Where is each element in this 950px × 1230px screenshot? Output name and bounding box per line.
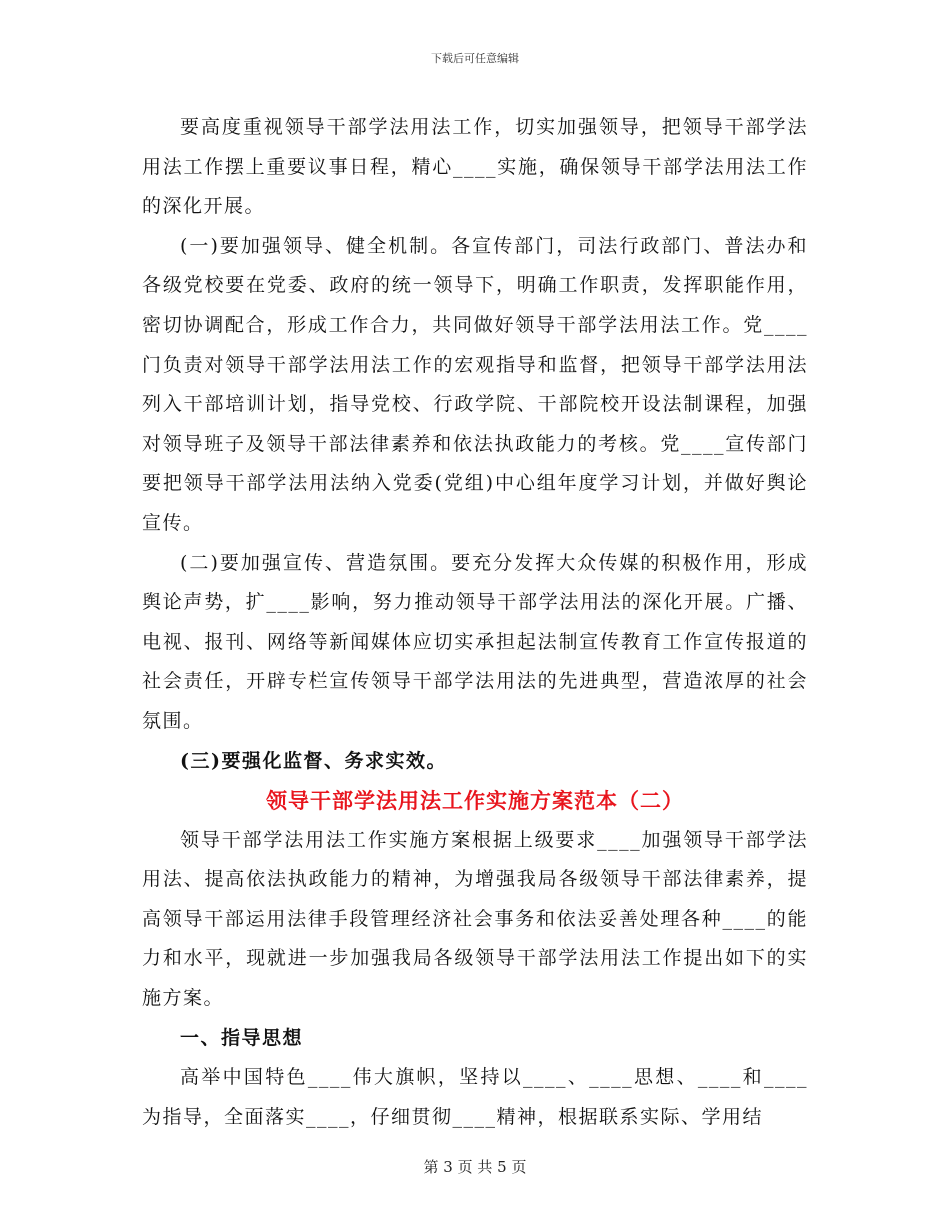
page-header: 下载后可任意编辑 xyxy=(431,52,519,65)
paragraph-leadership-importance: 要高度重视领导干部学法用法工作，切实加强领导，把领导干部学法用法工作摆上重要议事日程，精心____实施，确保领导干部学法用法工作的深化开展。 xyxy=(142,116,808,218)
section-title: 领导干部学法用法工作实施方案范本（二） xyxy=(266,788,684,814)
paragraph-publicity: (二)要加强宣传、营造氛围。要充分发挥大众传媒的积极作用，形成舆论声势，扩____影响，努力推动领导干部学法用法的深化开展。广播、电视、报刊、网络等新闻媒体应切实承担起法制宣传教育工作宣传报道的社会责任，开辟专栏宣传领导干部学法用法的先进典型，营造浓厚的社会氛围。 xyxy=(142,551,808,732)
heading-guiding-ideology: 一、指导思想 xyxy=(180,1026,304,1049)
paragraph-plan-intro: 领导干部学法用法工作实施方案根据上级要求____加强领导干部学法用法、提高依法执政能力的精神，为增强我局各级领导干部法律素养，提高领导干部运用法律手段管理经济社会事务和依法妥善处理各种____的能力和水平，现就进一步加强我局各级领导干部学法用法工作提出如下的实施方案。 xyxy=(142,828,808,1010)
paragraph-guiding-ideology: 高举中国特色____伟大旗帜，坚持以____、____思想、____和____为指导，全面落实____，仔细贯彻____精神，根据联系实际、学用结 xyxy=(142,1066,808,1128)
page-number: 第 3 页 共 5 页 xyxy=(423,1158,527,1176)
paragraph-mechanism: (一)要加强领导、健全机制。各宣传部门，司法行政部门、普法办和各级党校要在党委、政府的统一领导下，明确工作职责，发挥职能作用，密切协调配合，形成工作合力，共同做好领导干部学法用法工作。党____门负责对领导干部学法用法工作的宏观指导和监督，把领导干部学法用法列入干部培训计划，指导党校、行政学院、干部院校开设法制课程，加强对领导班子及领导干部法律素养和依法执政能力的考核。党____宣传部门要把领导干部学法用法纳入党委(党组)中心组年度学习计划，并做好舆论宣传。 xyxy=(142,234,808,534)
paragraph-supervision-heading: (三)要强化监督、务求实效。 xyxy=(180,749,447,772)
document-body xyxy=(142,108,808,1137)
